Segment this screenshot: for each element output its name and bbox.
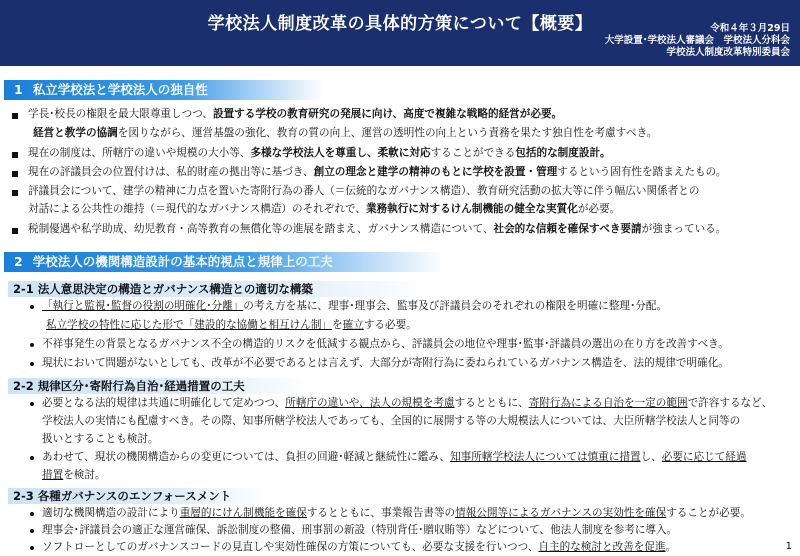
section-1-item-2: 現在の制度は、所轄庁の違いや規模の大小等、多様な学校法人を尊重し、柔軟に対応することができる包括的な制度設計。 <box>28 147 611 159</box>
dot-bullet-icon <box>30 362 34 366</box>
document-title: 学校法人制度改革の具体的方策について【概要】 <box>207 14 593 34</box>
square-bullet-icon <box>12 113 18 119</box>
dot-bullet-icon <box>30 512 34 516</box>
section-1-item-1-cont: 経営と教学の協調を図りながら、運営基盤の強化、教育の質の向上、運営の透明性の向上という責務を果たす独自性を考慮すべき。 <box>33 127 658 139</box>
square-bullet-icon <box>12 228 18 234</box>
organization-committee: 学校法人制度改革特別委員会 <box>666 47 790 58</box>
subsection-2-2-item-2-cont: 措置を検討。 <box>42 469 106 481</box>
subsection-2-3-item-1: 適切な機関構造の設計により重層的にけん制機能を確保するとともに、事業報告書等の情報公開等によるガバナンスの実効性を確保することが必要。 <box>42 507 751 519</box>
section-1-number: 1 <box>14 82 23 97</box>
square-bullet-icon <box>12 152 18 158</box>
page-number: 1 <box>785 541 792 552</box>
section-1-item-5: 税制優遇や私学助成、幼児教育・高等教育の無償化等の進展を踏まえ、ガバナンス構造について、社会的な信頼を確保すべき要請が強まっている。 <box>28 223 727 235</box>
square-bullet-icon <box>12 190 18 196</box>
section-2-heading <box>4 252 444 272</box>
section-1-title: 私立学校法と学校法人の独自性 <box>32 82 208 97</box>
dot-bullet-icon <box>30 546 34 550</box>
subsection-2-2-item-2: あわせて、現状の機関構造からの変更については、負担の回避･軽減と継続性に鑑み、知事所轄学校法人については慎重に措置し、必要に応じて経過 <box>42 451 747 463</box>
section-2-number: 2 <box>14 254 23 269</box>
dot-bullet-icon <box>30 402 34 406</box>
header-meta <box>605 23 790 59</box>
subsection-2-1-item-1: 「執行と監視･監督の役割の明確化･分離」の考え方を基に、理事･理事会、監事及び評議員会のそれぞれの権限を明確に整理･分配。 <box>42 300 668 312</box>
document-date: 令和４年３月29日 <box>710 23 790 34</box>
section-1-item-3: 現在の評議員会の位置付けは、私的財産の拠出等に基づき、創立の理念と建学の精神のもとに学校を設置・管理するという固有性を踏まえたもの。 <box>28 166 727 178</box>
subsection-2-2-item-1-cont: 学校法人の実情にも配慮すべき。その際、知事所轄学校法人であっても、全国的に展開する等の大規模法人については、大臣所轄学校法人と同等の <box>42 415 741 427</box>
dot-bullet-icon <box>30 529 34 533</box>
square-bullet-icon <box>12 171 18 177</box>
section-1-item-1: 学長･校長の権限を最大限尊重しつつ、設置する学校の教育研究の発展に向け、高度で複雑な戦略的経営が必要。 <box>28 108 563 120</box>
subsection-2-2-heading: 2-2 規律区分･寄附行為自治･経過措置の工夫 <box>8 378 308 394</box>
subsection-2-1-item-2: 不祥事発生の背景となるガバナンス不全の構造的リスクを低減する観点から、評議員会の地位や理事･監事･評議員の選出の在り方を改善すべき。 <box>42 338 729 350</box>
subsection-2-3-heading: 2-3 各種ガバナンスのエンフォースメント <box>8 488 268 504</box>
subsection-2-2-item-1-cont2: 扱いとすることも検討。 <box>42 433 159 445</box>
header-banner <box>0 0 800 66</box>
subsection-2-1-heading: 2-1 法人意思決定の構造とガバナンス構造との適切な構築 <box>8 281 428 297</box>
subsection-2-2-item-1: 必要となる法的規律は共通に明確化して定めつつ、所轄庁の違いや、法人の規模を考慮するとともに、寄附行為による自治を一定の範囲で許容するなど、 <box>42 397 773 409</box>
subsection-2-3-item-3: ソフトローとしてのガバナンスコードの見直しや実効性確保の方策についても、必要な支援を行いつつ、自主的な検討と改善を促進。 <box>42 541 677 553</box>
section-1-item-4-cont: 対話による公共性の維持（＝現代的なガバナンス構造）のそれぞれで、業務執行に対するけん制機能の健全な実質化が必要。 <box>28 203 621 215</box>
organization-council: 大学設置･学校法人審議会 学校法人分科会 <box>604 35 790 46</box>
subsection-2-3-item-2: 理事会･評議員会の適正な運営確保、訴訟制度の整備、刑事罰の新設（特別背任･贈収賄等）などについて、他法人制度を参考に導入。 <box>42 524 678 536</box>
section-1-heading <box>4 80 324 100</box>
dot-bullet-icon <box>30 456 34 460</box>
dot-bullet-icon <box>30 343 34 347</box>
subsection-2-1-item-3: 現状において問題がないとしても、改革が不必要であるとは言えず、大部分が寄附行為に委ねられているガバナンス構造を、法的規律で明確化。 <box>42 357 729 369</box>
section-2-title: 学校法人の機関構造設計の基本的視点と規律上の工夫 <box>32 254 333 269</box>
section-1-item-4: 評議員会について、建学の精神に力点を置いた寄附行為の番人（＝伝統的なガバナンス構造）、教育研究活動の拡大等に伴う幅広い関係者との <box>28 185 700 197</box>
subsection-2-1-item-1-cont: 私立学校の特性に応じた形で「建設的な協働と相互けん制」を確立する必要。 <box>46 319 417 331</box>
dot-bullet-icon <box>30 305 34 309</box>
